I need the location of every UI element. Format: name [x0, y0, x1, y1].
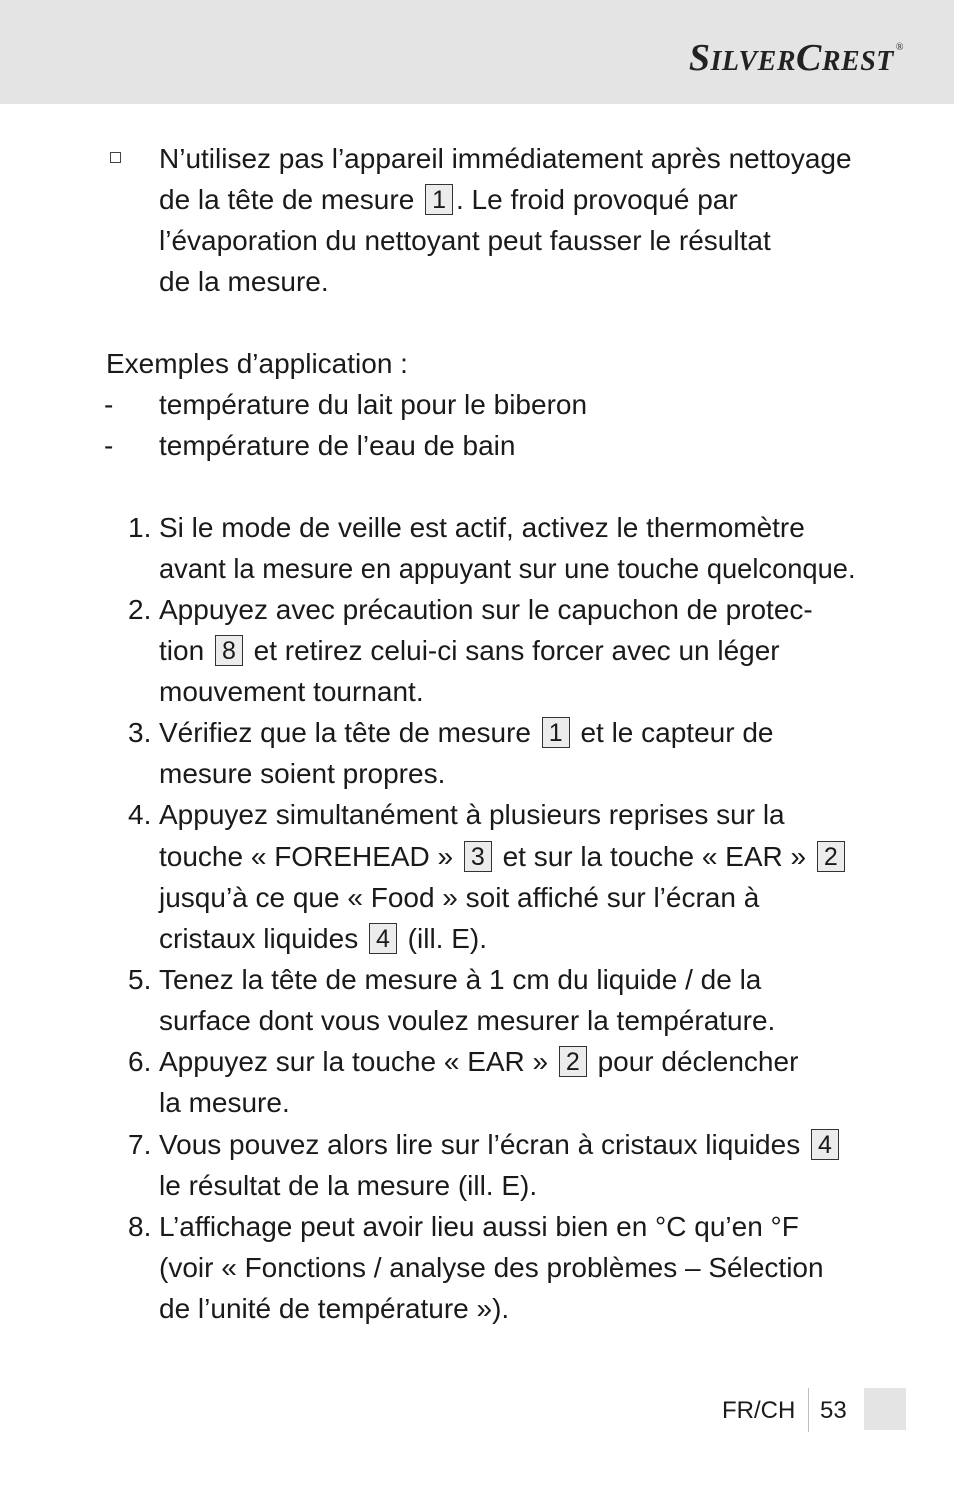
ref-box: 1 [542, 717, 570, 748]
step-number: 2. [128, 594, 152, 625]
brand-logo: SILVERCREST ® [688, 37, 904, 79]
notice-line-2: de la tête de mesure 1 . Le froid provoqué par [159, 184, 738, 215]
step-2-line-1: Appuyez avec précaution sur le capuchon de protec- [159, 594, 813, 625]
bullet-dash: - [104, 389, 114, 420]
step-number: 8. [128, 1211, 152, 1242]
examples-heading: Exemples d’application : [106, 348, 408, 379]
ref-box: 4 [369, 923, 397, 954]
step-number: 3. [128, 717, 152, 748]
step-1-line-1: Si le mode de veille est actif, activez le thermomètre [159, 512, 805, 543]
step-number: 5. [128, 964, 152, 995]
step-4-line-4: cristaux liquides 4 (ill. E). [159, 923, 487, 954]
step-7-line-2: le résultat de la mesure (ill. E). [159, 1170, 538, 1201]
notice-line-1: N’utilisez pas l’appareil immédiatement après nettoyage [159, 143, 852, 174]
step-4-line-3: jusqu’à ce que « Food » soit affiché sur l’écran à [159, 882, 760, 913]
step-number: 7. [128, 1129, 152, 1160]
step-6-line-1: Appuyez sur la touche « EAR » 2 pour déclencher [159, 1046, 799, 1077]
step-2-line-2: tion 8 et retirez celui-ci sans forcer avec un léger [159, 635, 780, 666]
step-4-line-2: touche « FOREHEAD » 3 et sur la touche « EAR » 2 [159, 836, 848, 877]
notice-line-3: l’évaporation du nettoyant peut fausser le résultat [159, 225, 771, 256]
step-number: 6. [128, 1046, 152, 1077]
step-5-line-1: Tenez la tête de mesure à 1 cm du liquide / de la [159, 964, 762, 995]
step-7-line-1: Vous pouvez alors lire sur l’écran à cristaux liquides 4 [159, 1124, 842, 1165]
ref-box: 2 [559, 1046, 587, 1077]
step-2-line-3: mouvement tournant. [159, 676, 424, 707]
step-6-line-2: la mesure. [159, 1087, 290, 1118]
step-3-line-1: Vérifiez que la tête de mesure 1 et le capteur de [159, 717, 774, 748]
ref-box: 3 [464, 841, 492, 872]
step-1-line-2: avant la mesure en appuyant sur une touche quelconque. [159, 553, 856, 584]
notice-line-4: de la mesure. [159, 266, 329, 297]
ref-box: 1 [425, 184, 453, 215]
footer-language: FR/CH [722, 1397, 796, 1424]
step-8-line-2: (voir « Fonctions / analyse des problèmes – Sélection [159, 1252, 824, 1283]
step-5-line-2: surface dont vous voulez mesurer la température. [159, 1005, 776, 1036]
ref-box: 4 [811, 1129, 839, 1160]
step-8-line-1: L’affichage peut avoir lieu aussi bien en °C qu’en °F [159, 1211, 799, 1242]
example-item: température du lait pour le biberon [159, 389, 588, 420]
step-8-line-3: de l’unité de température »). [159, 1293, 510, 1324]
ref-box: 8 [215, 635, 243, 666]
step-3-line-2: mesure soient propres. [159, 758, 446, 789]
step-number: 1. [128, 512, 152, 543]
registered-mark: ® [895, 42, 904, 53]
footer-tab [864, 1388, 906, 1430]
step-number: 4. [128, 799, 152, 830]
example-item: température de l’eau de bain [159, 430, 516, 461]
bullet-dash: - [104, 430, 114, 461]
page-number: 53 [820, 1397, 847, 1424]
footer-divider [808, 1388, 809, 1432]
ref-box: 2 [817, 841, 845, 872]
step-4-line-1: Appuyez simultanément à plusieurs reprises sur la [159, 799, 785, 830]
checkbox-bullet [110, 152, 121, 163]
